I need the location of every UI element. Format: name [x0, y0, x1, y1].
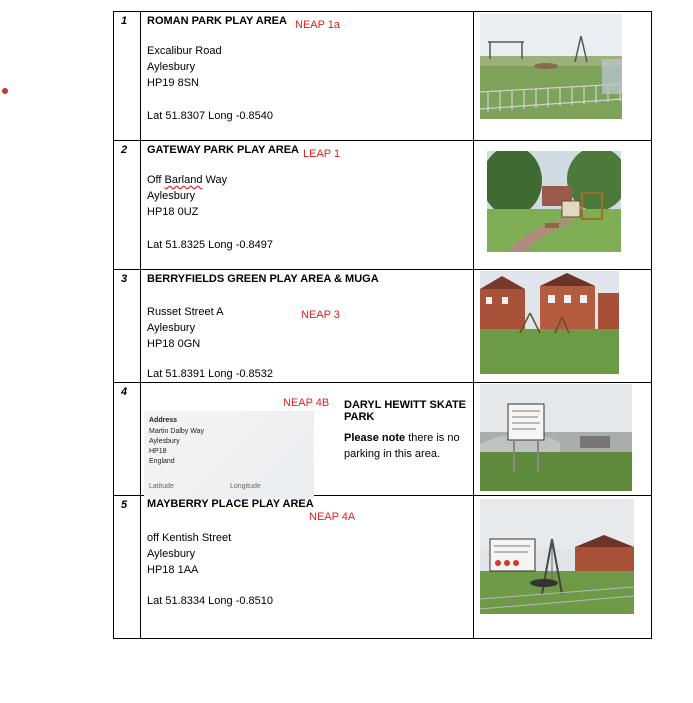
row-number: 4: [121, 386, 128, 398]
map-address-card: [144, 411, 314, 499]
map-card-latitude-label: Latitude: [149, 483, 174, 490]
address-postcode: HP18 0GN: [147, 338, 201, 350]
row-number: 3: [121, 273, 128, 285]
address-town: Aylesbury: [147, 322, 196, 334]
table-row: [114, 141, 652, 270]
swing-photo: [480, 499, 634, 614]
site-title: DARYL HEWITT SKATE PARK: [344, 399, 467, 423]
address-street: off Kentish Street: [147, 532, 232, 544]
address-street: Off Barland Way: [147, 174, 228, 186]
skate-park-photo: [480, 384, 632, 491]
address-street: Russet Street A: [147, 306, 224, 318]
address-postcode: HP18 0UZ: [147, 206, 199, 218]
site-tag: LEAP 1: [303, 148, 341, 160]
address-town: Aylesbury: [147, 61, 196, 73]
playground-photo: [487, 151, 621, 252]
site-tag: NEAP 1a: [295, 19, 341, 31]
address-town: Aylesbury: [147, 548, 196, 560]
site-coordinates: Lat 51.8307 Long -0.8540: [147, 110, 274, 122]
map-card-heading: Address: [149, 417, 178, 424]
address-postcode: HP18 1AA: [147, 564, 199, 576]
row-number: 2: [121, 144, 128, 156]
site-tag: NEAP 4B: [283, 397, 330, 409]
site-title: ROMAN PARK PLAY AREA: [147, 15, 287, 27]
row-number: 5: [121, 499, 128, 511]
address-street: Excalibur Road: [147, 45, 222, 57]
site-title: BERRYFIELDS GREEN PLAY AREA & MUGA: [147, 273, 379, 285]
site-coordinates: Lat 51.8325 Long -0.8497: [147, 239, 274, 251]
site-coordinates: Lat 51.8391 Long -0.8532: [147, 368, 274, 380]
map-card-line: Martin Dalby Way: [149, 428, 204, 435]
playground-photo: [480, 14, 622, 119]
map-card-line: Aylesbury: [149, 438, 180, 445]
site-title: MAYBERRY PLACE PLAY AREA: [147, 498, 314, 510]
table-row: [114, 383, 652, 496]
table-row: [114, 12, 652, 141]
site-coordinates: Lat 51.8334 Long -0.8510: [147, 595, 274, 607]
map-card-line: HP18: [149, 448, 167, 455]
houses-playground-photo: [480, 271, 619, 374]
row-number: 1: [121, 15, 128, 27]
site-title: GATEWAY PARK PLAY AREA: [147, 144, 299, 156]
table-row: [114, 270, 652, 383]
table-row: [114, 496, 652, 639]
red-dot-marker: [2, 88, 8, 94]
map-card-line: England: [149, 458, 175, 465]
play-areas-table: [113, 11, 652, 639]
parking-note: Please note there is no parking in this area.: [344, 432, 460, 460]
address-postcode: HP19 8SN: [147, 77, 199, 89]
map-card-longitude-label: Longitude: [230, 483, 261, 490]
site-tag: NEAP 4A: [309, 511, 356, 523]
site-tag: NEAP 3: [301, 309, 340, 321]
address-town: Aylesbury: [147, 190, 196, 202]
